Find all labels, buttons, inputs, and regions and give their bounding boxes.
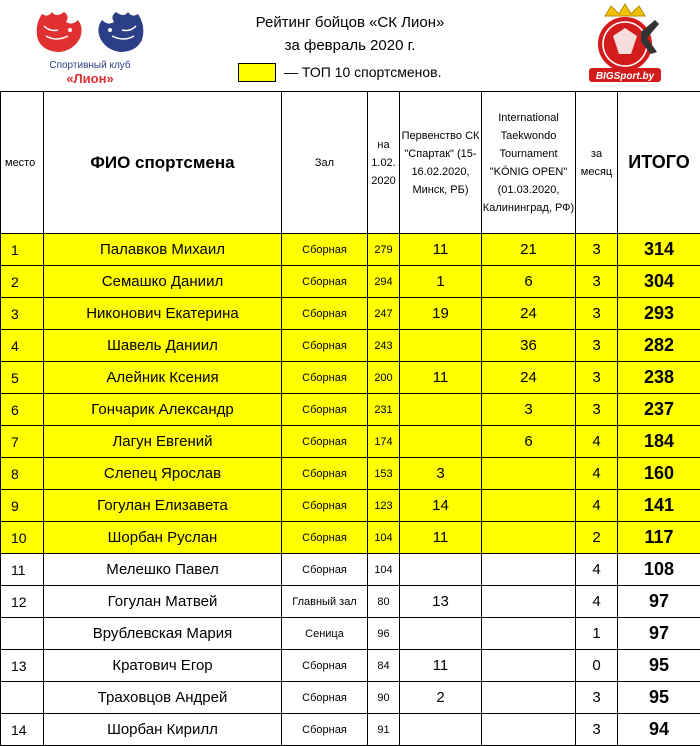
sponsor-logo [575,2,675,90]
cell-month: 3 [576,266,618,298]
cell-total: 108 [618,554,700,586]
cell-total: 293 [618,298,700,330]
table-row [1,682,700,714]
cell-total: 97 [618,586,700,618]
cell-gym: Сборная [282,330,368,362]
cell-base: 104 [368,554,400,586]
cell-gym: Сеница [282,618,368,650]
table-row [1,426,700,458]
table-row [1,298,700,330]
cell-event1 [400,330,482,362]
cell-gym: Сборная [282,682,368,714]
cell-month: 3 [576,330,618,362]
cell-month: 4 [576,586,618,618]
cell-month: 3 [576,362,618,394]
cell-gym: Сборная [282,362,368,394]
cell-gym: Сборная [282,650,368,682]
table-row [1,522,700,554]
cell-name: Шорбан Руслан [44,522,282,554]
page-title: Рейтинг бойцов «СК Лион» [0,14,700,31]
table-row [1,362,700,394]
cell-total: 141 [618,490,700,522]
cell-total: 184 [618,426,700,458]
table-row [1,394,700,426]
cell-event2 [482,682,576,714]
cell-event1: 13 [400,586,482,618]
cell-rank: 6 [1,394,44,426]
cell-rank: 4 [1,330,44,362]
cell-total: 160 [618,458,700,490]
table-row [1,490,700,522]
cell-name: Семашко Даниил [44,266,282,298]
cell-rank: 10 [1,522,44,554]
cell-base: 174 [368,426,400,458]
table-row [1,618,700,650]
cell-event1: 11 [400,234,482,266]
cell-rank: 14 [1,714,44,746]
cell-event2: 36 [482,330,576,362]
cell-gym: Главный зал [282,586,368,618]
cell-rank: 9 [1,490,44,522]
cell-event1 [400,426,482,458]
cell-total: 97 [618,618,700,650]
cell-event1 [400,554,482,586]
cell-event1: 11 [400,362,482,394]
column-header-gym: Зал [282,92,368,234]
page-header [0,0,700,92]
cell-total: 314 [618,234,700,266]
sponsor-logo-text: BIGSport.by [596,71,655,82]
cell-gym: Сборная [282,426,368,458]
table-row [1,458,700,490]
cell-event1: 11 [400,650,482,682]
cell-event2: 6 [482,266,576,298]
column-header-event1: Первенство СК "Спартак" (15-16.02.2020, Минск, РБ) [400,92,482,234]
cell-base: 243 [368,330,400,362]
table-row [1,554,700,586]
cell-name: Врублевская Мария [44,618,282,650]
cell-total: 304 [618,266,700,298]
cell-base: 200 [368,362,400,394]
cell-base: 96 [368,618,400,650]
cell-event2 [482,650,576,682]
legend-swatch [238,63,276,82]
table-row [1,266,700,298]
cell-total: 117 [618,522,700,554]
cell-gym: Сборная [282,266,368,298]
cell-name: Шорбан Кирилл [44,714,282,746]
cell-month: 1 [576,618,618,650]
cell-event2 [482,714,576,746]
cell-total: 94 [618,714,700,746]
column-header-name: ФИО спортсмена [44,92,282,234]
cell-month: 3 [576,234,618,266]
table-row [1,330,700,362]
cell-event1: 1 [400,266,482,298]
cell-rank [1,682,44,714]
cell-month: 4 [576,458,618,490]
page-subtitle: за февраль 2020 г. [0,37,700,54]
cell-event2 [482,554,576,586]
cell-event2 [482,490,576,522]
table-row [1,234,700,266]
cell-base: 123 [368,490,400,522]
cell-total: 238 [618,362,700,394]
cell-gym: Сборная [282,490,368,522]
table-row [1,714,700,746]
cell-gym: Сборная [282,522,368,554]
cell-month: 3 [576,298,618,330]
cell-event2: 24 [482,298,576,330]
cell-name: Лагун Евгений [44,426,282,458]
cell-month: 0 [576,650,618,682]
cell-gym: Сборная [282,458,368,490]
cell-name: Шавель Даниил [44,330,282,362]
cell-gym: Сборная [282,394,368,426]
cell-event1: 11 [400,522,482,554]
cell-rank: 13 [1,650,44,682]
cell-name: Кратович Егор [44,650,282,682]
cell-rank: 12 [1,586,44,618]
cell-rank [1,618,44,650]
cell-base: 153 [368,458,400,490]
cell-gym: Сборная [282,234,368,266]
cell-name: Мелешко Павел [44,554,282,586]
cell-rank: 2 [1,266,44,298]
cell-month: 3 [576,682,618,714]
cell-event1: 19 [400,298,482,330]
cell-event1 [400,714,482,746]
legend-text: — ТОП 10 спортсменов. [284,64,441,80]
cell-event2: 21 [482,234,576,266]
cell-event2: 24 [482,362,576,394]
column-header-total: ИТОГО [618,92,700,234]
cell-base: 91 [368,714,400,746]
cell-month: 4 [576,490,618,522]
cell-event1: 3 [400,458,482,490]
column-header-event2: International Taekwondo Tournament "KÖNIG OPEN" (01.03.2020, Калининград, РФ) [482,92,576,234]
cell-rank: 1 [1,234,44,266]
cell-name: Алейник Ксения [44,362,282,394]
cell-base: 231 [368,394,400,426]
cell-total: 95 [618,650,700,682]
table-header-row [1,92,700,234]
cell-month: 2 [576,522,618,554]
cell-total: 237 [618,394,700,426]
cell-event2 [482,522,576,554]
cell-base: 247 [368,298,400,330]
cell-rank: 8 [1,458,44,490]
club-logo-line2: «Лион» [66,71,113,86]
cell-base: 90 [368,682,400,714]
cell-base: 104 [368,522,400,554]
cell-event2 [482,618,576,650]
cell-month: 3 [576,714,618,746]
cell-gym: Сборная [282,298,368,330]
cell-name: Гончарик Александр [44,394,282,426]
cell-name: Палавков Михаил [44,234,282,266]
cell-month: 3 [576,394,618,426]
club-logo-line1: Спортивный клуб [49,59,131,71]
cell-name: Никонович Екатерина [44,298,282,330]
column-header-month: за месяц [576,92,618,234]
cell-base: 279 [368,234,400,266]
table-row [1,586,700,618]
cell-event2: 3 [482,394,576,426]
cell-total: 282 [618,330,700,362]
cell-event1: 2 [400,682,482,714]
cell-rank: 3 [1,298,44,330]
cell-month: 4 [576,426,618,458]
cell-base: 80 [368,586,400,618]
cell-base: 84 [368,650,400,682]
cell-gym: Сборная [282,714,368,746]
column-header-base: на 1.02. 2020 [368,92,400,234]
cell-event1 [400,394,482,426]
cell-name: Траховцов Андрей [44,682,282,714]
rating-table [0,91,700,746]
cell-event1: 14 [400,490,482,522]
cell-rank: 11 [1,554,44,586]
cell-base: 294 [368,266,400,298]
cell-event2: 6 [482,426,576,458]
cell-rank: 7 [1,426,44,458]
cell-name: Гогулан Елизавета [44,490,282,522]
cell-name: Гогулан Матвей [44,586,282,618]
cell-event2 [482,586,576,618]
cell-month: 4 [576,554,618,586]
cell-name: Слепец Ярослав [44,458,282,490]
column-header-rank: место [1,92,44,234]
cell-event2 [482,458,576,490]
cell-total: 95 [618,682,700,714]
cell-rank: 5 [1,362,44,394]
table-row [1,650,700,682]
cell-gym: Сборная [282,554,368,586]
cell-event1 [400,618,482,650]
legend [238,62,441,82]
